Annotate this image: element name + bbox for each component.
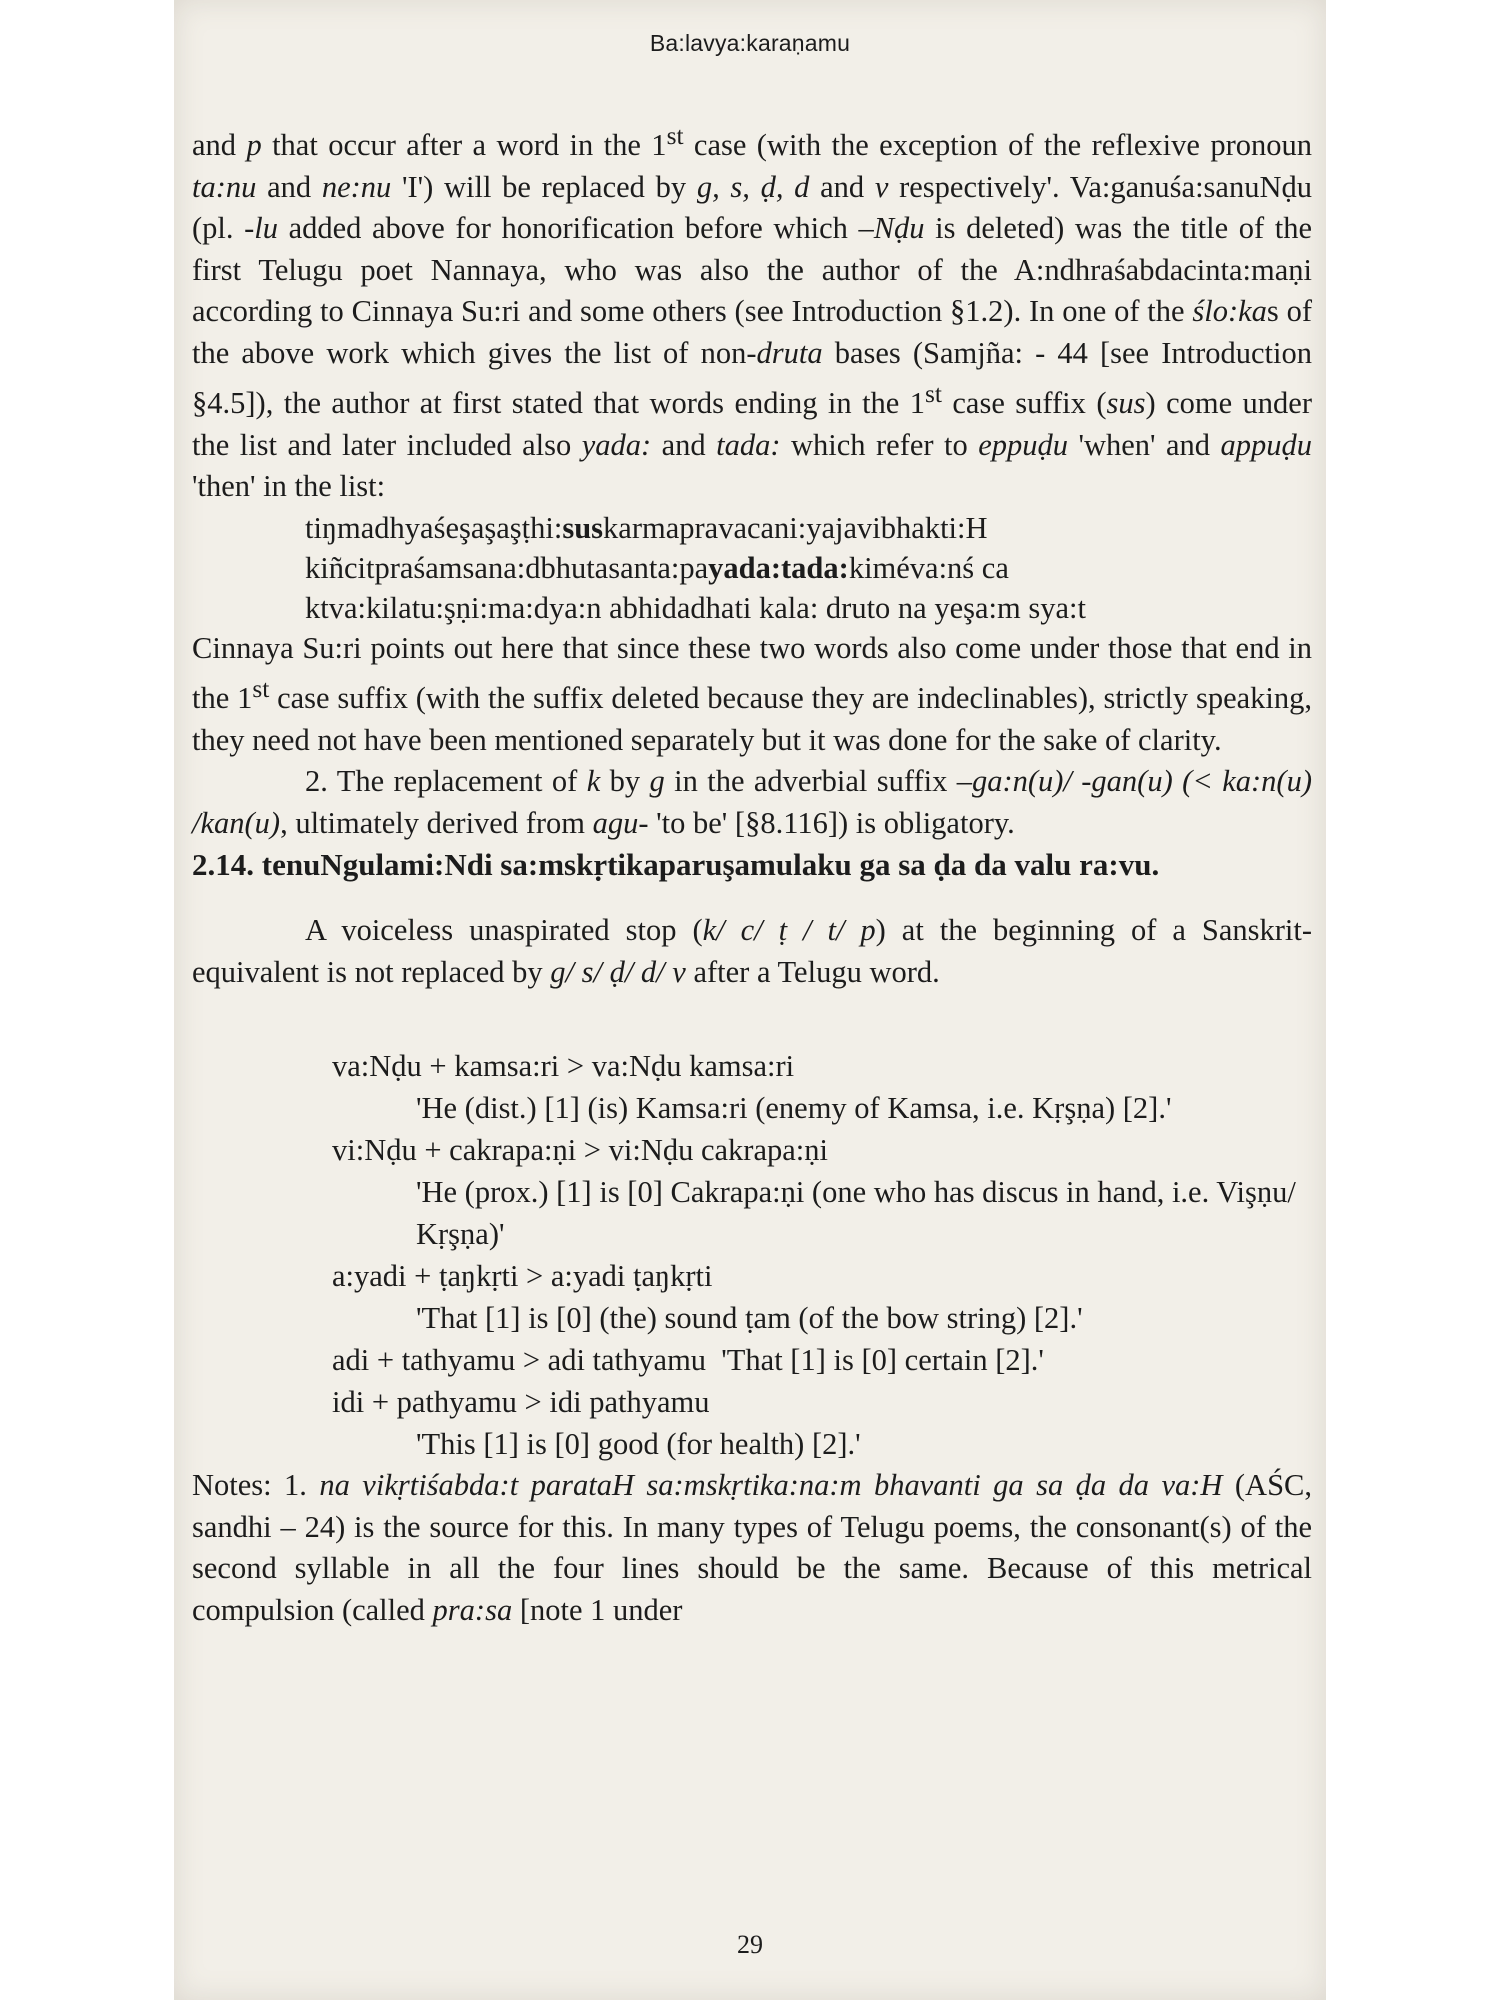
example-4-gloss: 'That [1] is [0] certain [2].' (721, 1343, 1044, 1378)
example-3-gloss: 'That [1] is [0] (the) sound ṭam (of the bow string) [2].' (416, 1301, 1083, 1336)
page-number: 29 (737, 1930, 763, 1959)
example-2-form: vi:Nḍu + cakrapa:ṇi > vi:Nḍu cakrapa:ṇi (332, 1133, 828, 1168)
example-1-form: va:Nḍu + kamsa:ri > va:Nḍu kamsa:ri (332, 1049, 795, 1084)
example-list (192, 1045, 1312, 1465)
page-body (192, 116, 1312, 1631)
sloka-verse (192, 508, 1312, 628)
example-1-gloss: 'He (dist.) [1] (is) Kamsa:ri (enemy of Kamsa, i.e. Kṛşṇa) [2].' (416, 1091, 1172, 1126)
paragraph-continuation: and p that occur after a word in the 1st case (with the exception of the reflexive pronoun ta:nu and ne:nu 'I') will be replaced by g, s, ḍ, d and v respectively'. Va:ganuśa:sanuNḍu (pl. -lu added above for honorification before which –Nḍu is deleted) was the title of the first Telugu poet Nannaya, who was also the author of the A:ndhraśabdacinta:maṇi according to Cinnaya Su:ri and some others (see Introduction §1.2). In one of the ślo:kas of the above work which gives the list of non-druta bases (Samjña: - 44 [see Introduction §4.5]), the author at first stated that words ending in the 1st case suffix (sus) come under the list and later included also yada: and tada: which refer to eppuḍu 'when' and appuḍu 'then' in the list: (192, 122, 1313, 504)
example-5-gloss: 'This [1] is [0] good (for health) [2].' (416, 1427, 861, 1462)
example-3-form: a:yadi + ṭaŋkṛti > a:yadi ṭaŋkṛti (332, 1259, 713, 1294)
book-page (174, 0, 1326, 2000)
paragraph-note-2: 2. The replacement of k by g in the adverbial suffix –ga:n(u)/ -gan(u) (< ka:n(u) /kan(u), ultimately derived from agu- 'to be' [§8.116]) is obligatory. (192, 764, 1312, 840)
section-heading: 2.14. tenuNgulami:Ndi sa:mskṛtikaparuşamulaku ga sa ḍa da valu ra:vu. (192, 847, 1160, 883)
verse-line-2: kiñcitpraśamsana:dbhutasanta:payada:tada:kiméva:nś ca (305, 550, 1009, 585)
example-4 (332, 1339, 1312, 1381)
running-head: Ba:lavya:karaṇamu (649, 30, 851, 56)
example-4-form: adi + tathyamu > adi tathyamu (332, 1343, 707, 1378)
verse-line-3: ktva:kilatu:şṇi:ma:dya:n abhidadhati kala: druto na yeşa:m sya:t (305, 590, 1086, 625)
notes-paragraph: Notes: 1. na vikṛtiśabda:t parataH sa:mskṛtika:na:m bhavanti ga sa ḍa da va:H (AŚC, sandhi – 24) is the source for this. In many types of Telugu poems, the consonant(s) of the second syllable in all the four lines should be the same. Because of this metrical compulsion (called pra:sa [note 1 under (192, 1468, 1312, 1627)
paragraph-rule: A voiceless unaspirated stop (k/ c/ ṭ / t/ p) at the beginning of a Sanskrit-equivalent is not replaced by g/ s/ ḍ/ d/ v after a Telugu word. (192, 913, 1312, 989)
example-5-form: idi + pathyamu > idi pathyamu (332, 1385, 710, 1420)
verse-line-1: tiŋmadhyaśeşaşaşṭhi:suskarmapravacani:yajavibhakti:H (305, 510, 988, 545)
example-2-gloss: 'He (prox.) [1] is [0] Cakrapa:ṇi (one who has discus in hand, i.e. Vişṇu/ Kṛşṇa)' (416, 1175, 1296, 1252)
paragraph-cinnaya: Cinnaya Su:ri points out here that since these two words also come under those that end in the 1st case suffix (with the suffix deleted because they are indeclinables), strictly speaking, they need not have been mentioned separately but it was done for the sake of clarity. (192, 630, 1313, 757)
